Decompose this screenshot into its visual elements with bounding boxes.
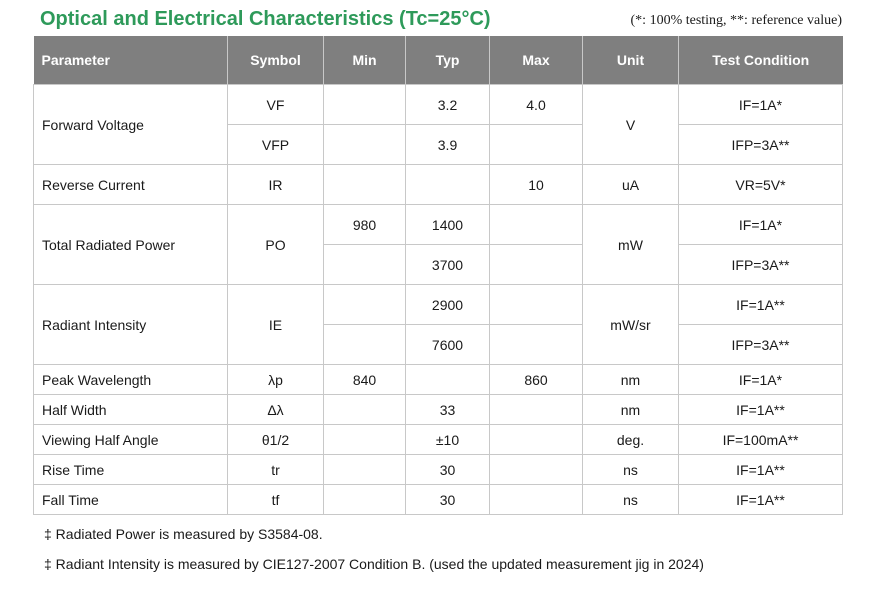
cell-typ: ±10 <box>406 425 490 455</box>
cell-symbol: VFP <box>228 125 324 165</box>
cell-symbol: IR <box>228 165 324 205</box>
cell-max <box>490 285 583 325</box>
cell-condition: IF=100mA** <box>679 425 843 455</box>
table-row <box>34 395 843 425</box>
cell-parameter: Half Width <box>34 395 228 425</box>
table-row <box>34 485 843 515</box>
header-symbol: Symbol <box>228 36 324 85</box>
cell-symbol: θ1/2 <box>228 425 324 455</box>
cell-parameter: Peak Wavelength <box>34 365 228 395</box>
cell-max <box>490 325 583 365</box>
cell-max <box>490 395 583 425</box>
cell-condition: VR=5V* <box>679 165 843 205</box>
cell-max <box>490 245 583 285</box>
cell-min <box>324 425 406 455</box>
cell-condition: IF=1A** <box>679 455 843 485</box>
cell-typ: 7600 <box>406 325 490 365</box>
cell-condition: IF=1A* <box>679 365 843 395</box>
cell-min <box>324 125 406 165</box>
table-row <box>34 205 843 245</box>
cell-symbol: IE <box>228 285 324 365</box>
cell-max: 860 <box>490 365 583 395</box>
cell-unit: mW <box>583 205 679 285</box>
cell-symbol: tr <box>228 455 324 485</box>
characteristics-table <box>33 36 843 515</box>
cell-min <box>324 245 406 285</box>
cell-unit: V <box>583 85 679 165</box>
cell-condition: IF=1A* <box>679 205 843 245</box>
cell-unit: nm <box>583 395 679 425</box>
cell-max <box>490 485 583 515</box>
cell-min <box>324 455 406 485</box>
footnote-radiant-intensity: ‡ Radiant Intensity is measured by CIE127-2007 Condition B. (used the updated measurement jig in 2024) <box>44 556 704 572</box>
cell-condition: IF=1A* <box>679 85 843 125</box>
cell-unit: deg. <box>583 425 679 455</box>
cell-typ <box>406 165 490 205</box>
cell-parameter: Radiant Intensity <box>34 285 228 365</box>
cell-symbol: VF <box>228 85 324 125</box>
table-row <box>34 365 843 395</box>
cell-max <box>490 425 583 455</box>
cell-min <box>324 325 406 365</box>
cell-max: 10 <box>490 165 583 205</box>
header-unit: Unit <box>583 36 679 85</box>
table-row <box>34 425 843 455</box>
cell-typ: 30 <box>406 455 490 485</box>
cell-condition: IF=1A** <box>679 485 843 515</box>
cell-typ: 1400 <box>406 205 490 245</box>
cell-max <box>490 205 583 245</box>
cell-min <box>324 285 406 325</box>
testing-note: (*: 100% testing, **: reference value) <box>630 13 842 28</box>
cell-condition: IFP=3A** <box>679 125 843 165</box>
cell-symbol: Δλ <box>228 395 324 425</box>
cell-condition: IFP=3A** <box>679 325 843 365</box>
cell-parameter: Fall Time <box>34 485 228 515</box>
header-min: Min <box>324 36 406 85</box>
cell-typ: 3.9 <box>406 125 490 165</box>
cell-typ: 3700 <box>406 245 490 285</box>
cell-parameter: Viewing Half Angle <box>34 425 228 455</box>
cell-parameter: Forward Voltage <box>34 85 228 165</box>
cell-unit: uA <box>583 165 679 205</box>
table-row <box>34 455 843 485</box>
cell-unit: mW/sr <box>583 285 679 365</box>
cell-symbol: tf <box>228 485 324 515</box>
cell-unit: ns <box>583 455 679 485</box>
cell-typ: 30 <box>406 485 490 515</box>
cell-condition: IF=1A** <box>679 395 843 425</box>
cell-parameter: Total Radiated Power <box>34 205 228 285</box>
cell-typ: 2900 <box>406 285 490 325</box>
cell-min <box>324 395 406 425</box>
footnote-radiated-power: ‡ Radiated Power is measured by S3584-08. <box>44 526 323 542</box>
header-typ: Typ <box>406 36 490 85</box>
header-test-condition: Test Condition <box>679 36 843 85</box>
cell-min: 840 <box>324 365 406 395</box>
cell-condition: IF=1A** <box>679 285 843 325</box>
cell-min <box>324 85 406 125</box>
cell-max <box>490 125 583 165</box>
cell-max: 4.0 <box>490 85 583 125</box>
cell-typ: 33 <box>406 395 490 425</box>
cell-symbol: λp <box>228 365 324 395</box>
cell-condition: IFP=3A** <box>679 245 843 285</box>
cell-min <box>324 485 406 515</box>
cell-unit: nm <box>583 365 679 395</box>
cell-typ <box>406 365 490 395</box>
cell-symbol: PO <box>228 205 324 285</box>
table-row <box>34 165 843 205</box>
table-header-row <box>34 36 843 85</box>
cell-parameter: Rise Time <box>34 455 228 485</box>
cell-max <box>490 455 583 485</box>
section-title: Optical and Electrical Characteristics (Tc=25°C) <box>40 8 491 30</box>
table-row <box>34 285 843 325</box>
cell-min <box>324 165 406 205</box>
cell-min: 980 <box>324 205 406 245</box>
cell-unit: ns <box>583 485 679 515</box>
table-row <box>34 85 843 125</box>
header-parameter: Parameter <box>34 36 228 85</box>
cell-parameter: Reverse Current <box>34 165 228 205</box>
cell-typ: 3.2 <box>406 85 490 125</box>
header-max: Max <box>490 36 583 85</box>
